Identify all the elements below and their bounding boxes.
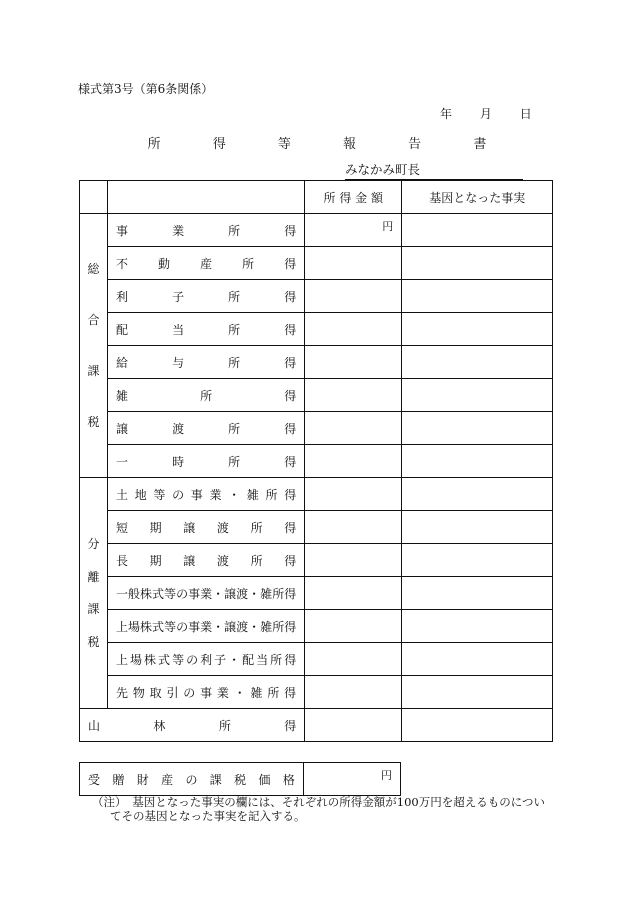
income-type (108, 676, 305, 709)
income-type-label: 事 業 所 得 (116, 223, 297, 238)
amount-cell[interactable] (305, 214, 402, 247)
column-header-reason: 基因となった事実 (402, 181, 553, 214)
income-type (108, 478, 305, 511)
group-label-char: 税 (87, 635, 100, 650)
income-type (108, 346, 305, 379)
document-title: 所 得 等 報 告 書 (147, 137, 511, 152)
income-type-label: 一 時 所 得 (116, 454, 297, 469)
amount-cell[interactable] (305, 610, 402, 643)
income-type-label: 譲 渡 所 得 (116, 421, 297, 436)
form-number: 様式第3号（第6条関係） (78, 82, 214, 96)
income-row (80, 247, 553, 280)
yen-unit: 円 (381, 769, 392, 782)
note-line-1: （注） 基因となった事実の欄には、それぞれの所得金額が100万円を超えるものについ (92, 795, 545, 809)
income-type (108, 445, 305, 478)
amount-cell[interactable] (305, 412, 402, 445)
header-blank-2 (108, 181, 305, 214)
income-row (80, 511, 553, 544)
income-type-label: 上 場 株 式 等 の 事 業 ・ 譲 渡 ・ 雑 所 得 (116, 619, 297, 634)
income-row (80, 676, 553, 709)
gift-label: 受 贈 財 産 の 課 税 価 格 (80, 763, 304, 796)
reason-cell[interactable] (402, 478, 553, 511)
addressee: みなかみ町長 (345, 160, 523, 180)
income-row (80, 577, 553, 610)
reason-cell[interactable] (402, 610, 553, 643)
group-label-char: 離 (87, 569, 100, 584)
date-line (440, 105, 556, 122)
income-type (108, 643, 305, 676)
group-label-char: 合 (87, 313, 100, 327)
reason-cell[interactable] (402, 445, 553, 478)
gift-table (79, 762, 401, 796)
reason-cell[interactable] (402, 214, 553, 247)
income-type-label: 給 与 所 得 (116, 355, 297, 370)
income-type (108, 511, 305, 544)
amount-cell[interactable] (305, 511, 402, 544)
date-month: 月 (479, 107, 492, 121)
income-type-label: 不 動 産 所 得 (116, 256, 297, 271)
amount-cell[interactable] (305, 676, 402, 709)
income-row (80, 280, 553, 313)
group-label-char: 課 (87, 364, 100, 378)
amount-cell[interactable] (305, 709, 402, 742)
amount-cell[interactable] (305, 247, 402, 280)
gift-amount-cell[interactable] (304, 763, 401, 796)
reason-cell[interactable] (402, 280, 553, 313)
group-label-char: 税 (87, 415, 100, 429)
income-type (108, 577, 305, 610)
amount-cell[interactable] (305, 544, 402, 577)
income-type-label: 短 期 譲 渡 所 得 (116, 520, 297, 535)
income-type (108, 214, 305, 247)
income-row (80, 379, 553, 412)
amount-cell[interactable] (305, 379, 402, 412)
forestry-label (80, 709, 305, 742)
income-row (80, 313, 553, 346)
reason-cell[interactable] (402, 313, 553, 346)
income-type-label: 上 場 株 式 等 の 利 子 ・ 配 当 所 得 (116, 652, 297, 667)
reason-cell[interactable] (402, 676, 553, 709)
amount-cell[interactable] (305, 445, 402, 478)
reason-cell[interactable] (402, 643, 553, 676)
amount-cell[interactable] (305, 643, 402, 676)
income-type-label: 長 期 譲 渡 所 得 (116, 553, 297, 568)
group-label-char: 総 (87, 262, 100, 276)
date-day: 日 (519, 107, 532, 121)
amount-cell[interactable] (305, 577, 402, 610)
reason-cell[interactable] (402, 544, 553, 577)
income-type (108, 247, 305, 280)
reason-cell[interactable] (402, 412, 553, 445)
income-type (108, 313, 305, 346)
date-year: 年 (440, 107, 453, 121)
income-type-label: 土 地 等 の 事 業 ・ 雑 所 得 (116, 487, 297, 502)
reason-cell[interactable] (402, 511, 553, 544)
income-row (80, 412, 553, 445)
reason-cell[interactable] (402, 709, 553, 742)
income-type (108, 610, 305, 643)
income-type (108, 412, 305, 445)
income-type-label: 一 般 株 式 等 の 事 業 ・ 譲 渡 ・ 雑 所 得 (116, 586, 297, 601)
income-type-label: 先 物 取 引 の 事 業 ・ 雑 所 得 (116, 685, 297, 700)
amount-cell[interactable] (305, 313, 402, 346)
amount-cell[interactable] (305, 346, 402, 379)
column-header-amount: 所 得 金 額 (305, 181, 402, 214)
group-label-char: 分 (87, 536, 100, 551)
income-type-label: 利 子 所 得 (116, 289, 297, 304)
reason-cell[interactable] (402, 379, 553, 412)
header-blank-1 (80, 181, 108, 214)
reason-cell[interactable] (402, 346, 553, 379)
income-row (80, 445, 553, 478)
income-row (80, 478, 553, 511)
income-row (80, 643, 553, 676)
income-type (108, 280, 305, 313)
income-type-label: 雑 所 得 (116, 388, 297, 403)
reason-cell[interactable] (402, 577, 553, 610)
income-type (108, 544, 305, 577)
income-row (80, 610, 553, 643)
amount-cell[interactable] (305, 280, 402, 313)
amount-cell[interactable] (305, 478, 402, 511)
income-row (80, 214, 553, 247)
note (92, 795, 562, 824)
income-table (79, 180, 553, 742)
note-line-2: てその基因となった事実を記入する。 (110, 809, 306, 824)
income-row (80, 544, 553, 577)
group-label-char: 課 (87, 602, 100, 617)
yen-unit: 円 (382, 220, 394, 233)
reason-cell[interactable] (402, 247, 553, 280)
forestry-row (80, 709, 553, 742)
group-label (80, 214, 108, 478)
group-label (80, 478, 108, 709)
income-row (80, 346, 553, 379)
forestry-label-text: 山 林 所 得 (88, 718, 297, 733)
income-type (108, 379, 305, 412)
income-type-label: 配 当 所 得 (116, 322, 297, 337)
